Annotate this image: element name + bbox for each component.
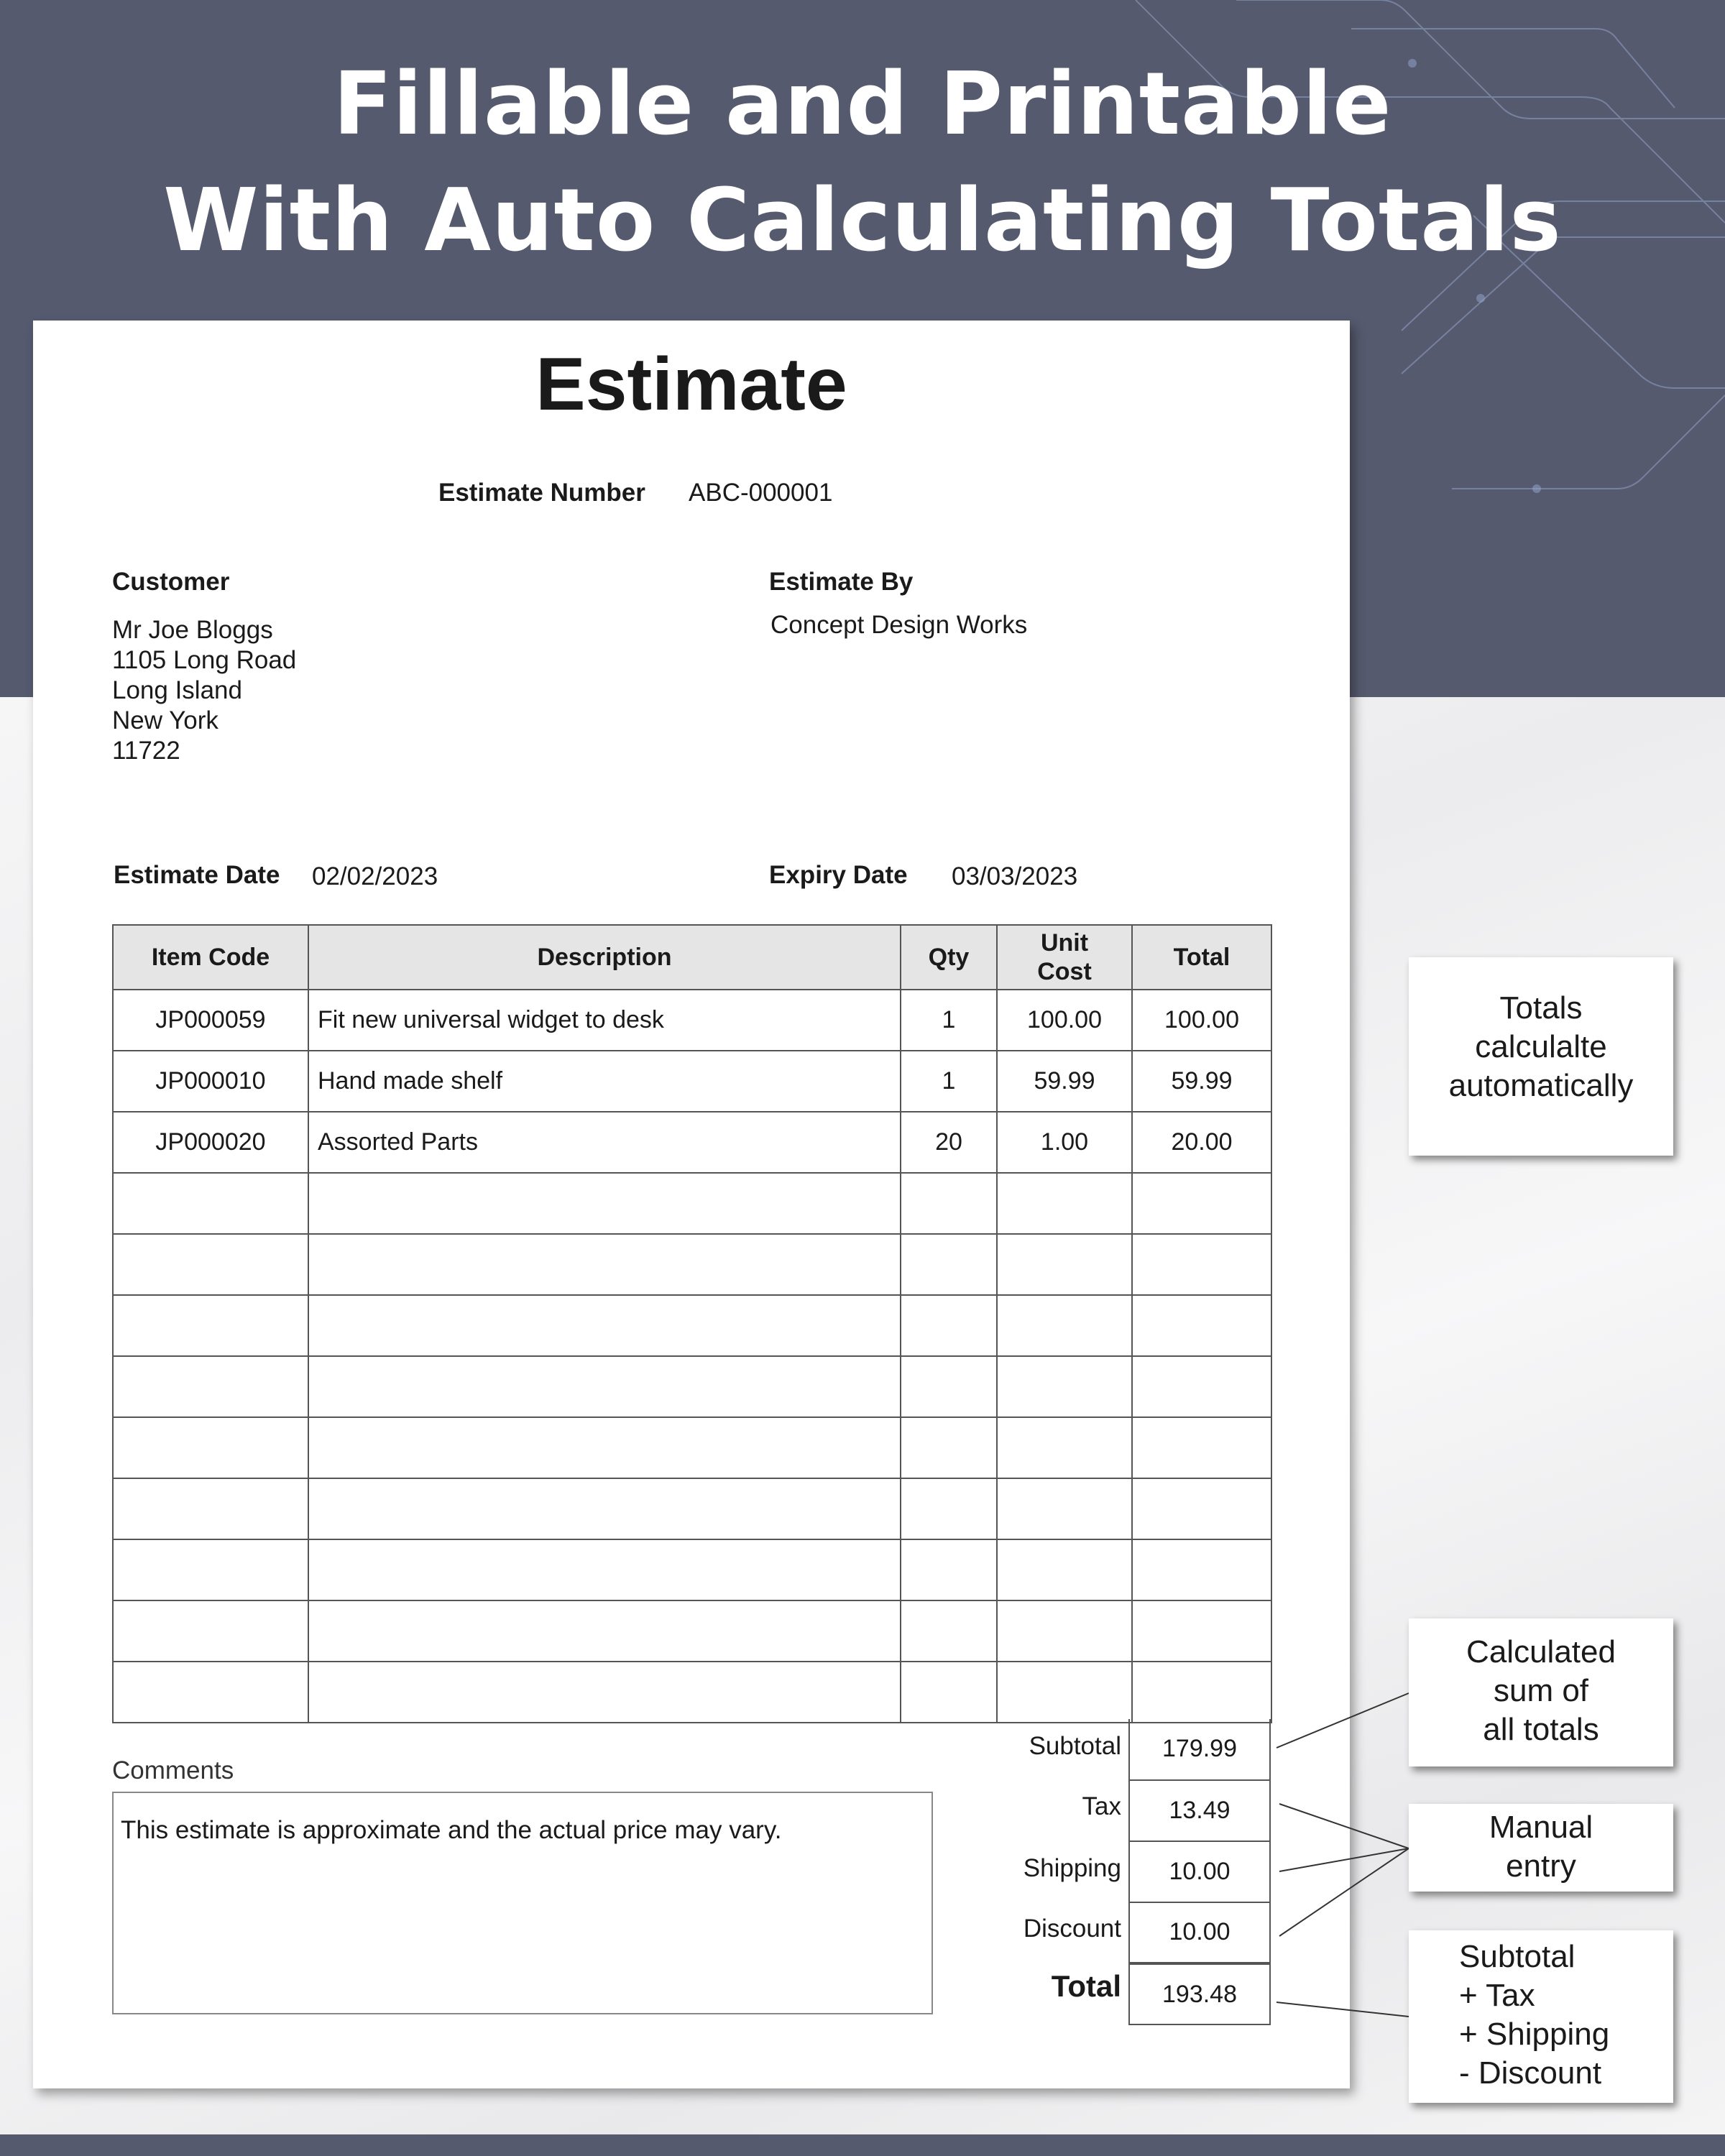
qty-cell[interactable] [901, 1539, 997, 1600]
unit-cost-cell[interactable] [997, 1356, 1132, 1417]
customer-address-field[interactable] [112, 615, 296, 766]
callout-calculated-sum [1409, 1618, 1673, 1766]
item-code-cell[interactable] [113, 1173, 308, 1234]
callout-line: calculalte [1475, 1029, 1607, 1064]
empty-table-row [113, 1234, 1271, 1295]
description-cell[interactable] [308, 1600, 901, 1662]
description-cell[interactable] [308, 1662, 901, 1723]
callout-auto-totals [1409, 957, 1673, 1156]
subtotal-field: 179.99 [1128, 1719, 1271, 1781]
estimate-by-field[interactable]: Concept Design Works [770, 611, 1028, 639]
line-total-cell [1132, 1173, 1271, 1234]
column-header-qty: Qty [901, 925, 997, 990]
empty-table-row [113, 1356, 1271, 1417]
item-code-cell[interactable]: JP000010 [113, 1051, 308, 1112]
customer-label: Customer [112, 568, 230, 596]
line-total-cell [1132, 1417, 1271, 1478]
unit-cost-cell[interactable] [997, 1234, 1132, 1295]
line-total-cell [1132, 1356, 1271, 1417]
column-header-description: Description [308, 925, 901, 990]
description-cell[interactable] [308, 1295, 901, 1356]
line-items-table [112, 924, 1272, 1723]
qty-cell[interactable] [901, 1662, 997, 1723]
description-cell[interactable]: Assorted Parts [308, 1112, 901, 1173]
document-title: Estimate [535, 343, 847, 426]
description-cell[interactable] [308, 1417, 901, 1478]
item-code-cell[interactable] [113, 1478, 308, 1539]
line-total-cell: 59.99 [1132, 1051, 1271, 1112]
tax-label: Tax [1082, 1792, 1121, 1820]
description-cell[interactable]: Hand made shelf [308, 1051, 901, 1112]
comments-label: Comments [112, 1756, 234, 1784]
line-total-cell [1132, 1295, 1271, 1356]
unit-cost-cell[interactable] [997, 1295, 1132, 1356]
empty-table-row [113, 1295, 1271, 1356]
item-code-cell[interactable] [113, 1356, 308, 1417]
address-line: New York [112, 706, 218, 734]
grand-total-label: Total [1051, 1969, 1121, 2003]
qty-cell[interactable] [901, 1417, 997, 1478]
shipping-label: Shipping [1023, 1854, 1121, 1882]
qty-cell[interactable] [901, 1295, 997, 1356]
estimate-number-field[interactable]: ABC-000001 [689, 479, 833, 507]
qty-cell[interactable]: 1 [901, 1051, 997, 1112]
callout-line: Totals [1499, 990, 1583, 1026]
expiry-date-field[interactable]: 03/03/2023 [952, 862, 1078, 890]
grand-total-field: 193.48 [1128, 1963, 1271, 2025]
estimate-by-label: Estimate By [769, 568, 914, 596]
callout-line: Subtotal [1459, 1939, 1576, 1974]
unit-cost-cell[interactable] [997, 1662, 1132, 1723]
qty-cell[interactable]: 1 [901, 990, 997, 1051]
item-code-cell[interactable] [113, 1539, 308, 1600]
estimate-number-label: Estimate Number [438, 479, 645, 507]
item-code-cell[interactable] [113, 1600, 308, 1662]
empty-table-row [113, 1539, 1271, 1600]
item-code-cell[interactable]: JP000020 [113, 1112, 308, 1173]
qty-cell[interactable] [901, 1478, 997, 1539]
callout-line: Calculated [1466, 1634, 1616, 1669]
line-total-cell [1132, 1600, 1271, 1662]
table-header-row [113, 925, 1271, 990]
tax-field[interactable]: 13.49 [1128, 1781, 1271, 1842]
subtotal-label: Subtotal [1029, 1732, 1121, 1760]
callout-total-formula [1409, 1930, 1673, 2103]
line-total-cell [1132, 1539, 1271, 1600]
callout-line: automatically [1448, 1068, 1634, 1103]
description-cell[interactable] [308, 1356, 901, 1417]
table-row [113, 1112, 1271, 1173]
address-line: 11722 [112, 737, 180, 765]
empty-table-row [113, 1600, 1271, 1662]
callout-line: Manual [1489, 1810, 1593, 1845]
table-row [113, 990, 1271, 1051]
line-total-cell: 20.00 [1132, 1112, 1271, 1173]
callout-manual-entry [1409, 1804, 1673, 1892]
address-line: Mr Joe Bloggs [112, 616, 273, 644]
unit-cost-cell[interactable] [997, 1173, 1132, 1234]
unit-cost-cell[interactable]: 59.99 [997, 1051, 1132, 1112]
shipping-field[interactable]: 10.00 [1128, 1842, 1271, 1903]
banner-headline-line2: With Auto Calculating Totals [163, 171, 1562, 271]
item-code-cell[interactable] [113, 1295, 308, 1356]
line-total-cell [1132, 1478, 1271, 1539]
unit-cost-cell[interactable] [997, 1539, 1132, 1600]
estimate-date-label: Estimate Date [114, 861, 280, 889]
estimate-date-field[interactable]: 02/02/2023 [312, 862, 438, 890]
unit-cost-cell[interactable]: 100.00 [997, 990, 1132, 1051]
line-total-cell [1132, 1234, 1271, 1295]
qty-cell[interactable] [901, 1600, 997, 1662]
description-cell[interactable] [308, 1234, 901, 1295]
empty-rows [113, 1173, 1271, 1723]
item-code-cell[interactable] [113, 1417, 308, 1478]
unit-cost-cell[interactable] [997, 1417, 1132, 1478]
address-line: 1105 Long Road [112, 646, 297, 674]
description-cell[interactable] [308, 1478, 901, 1539]
item-code-cell[interactable] [113, 1234, 308, 1295]
callout-line: + Tax [1459, 1978, 1535, 2013]
comments-field[interactable]: This estimate is approximate and the actual price may vary. [112, 1792, 933, 2014]
qty-cell[interactable] [901, 1356, 997, 1417]
description-cell[interactable] [308, 1539, 901, 1600]
column-header-total: Total [1132, 925, 1271, 990]
empty-table-row [113, 1662, 1271, 1723]
description-cell[interactable]: Fit new universal widget to desk [308, 990, 901, 1051]
discount-field[interactable]: 10.00 [1128, 1903, 1271, 1963]
item-code-cell[interactable] [113, 1662, 308, 1723]
unit-cost-header-text: Unit Cost [1037, 929, 1092, 985]
discount-label: Discount [1023, 1915, 1121, 1943]
callout-line: sum of [1493, 1673, 1589, 1708]
qty-cell[interactable]: 20 [901, 1112, 997, 1173]
unit-cost-cell[interactable] [997, 1600, 1132, 1662]
unit-cost-cell[interactable]: 1.00 [997, 1112, 1132, 1173]
empty-table-row [113, 1173, 1271, 1234]
expiry-date-label: Expiry Date [769, 861, 908, 889]
line-total-cell [1132, 1662, 1271, 1723]
unit-cost-cell[interactable] [997, 1478, 1132, 1539]
column-header-item-code: Item Code [113, 925, 308, 990]
table-row [113, 1051, 1271, 1112]
empty-table-row [113, 1478, 1271, 1539]
line-total-cell: 100.00 [1132, 990, 1271, 1051]
callout-line: entry [1506, 1848, 1576, 1884]
description-cell[interactable] [308, 1173, 901, 1234]
qty-cell[interactable] [901, 1234, 997, 1295]
callout-line: + Shipping [1459, 2017, 1610, 2052]
item-code-cell[interactable]: JP000059 [113, 990, 308, 1051]
callout-line: all totals [1483, 1712, 1599, 1747]
address-line: Long Island [112, 676, 242, 704]
column-header-unit-cost [997, 925, 1132, 990]
footer-bar [0, 2134, 1725, 2156]
estimate-document [33, 321, 1350, 2088]
callout-line: - Discount [1459, 2055, 1602, 2091]
empty-table-row [113, 1417, 1271, 1478]
banner-headline-line1: Fillable and Printable [333, 55, 1392, 155]
qty-cell[interactable] [901, 1173, 997, 1234]
